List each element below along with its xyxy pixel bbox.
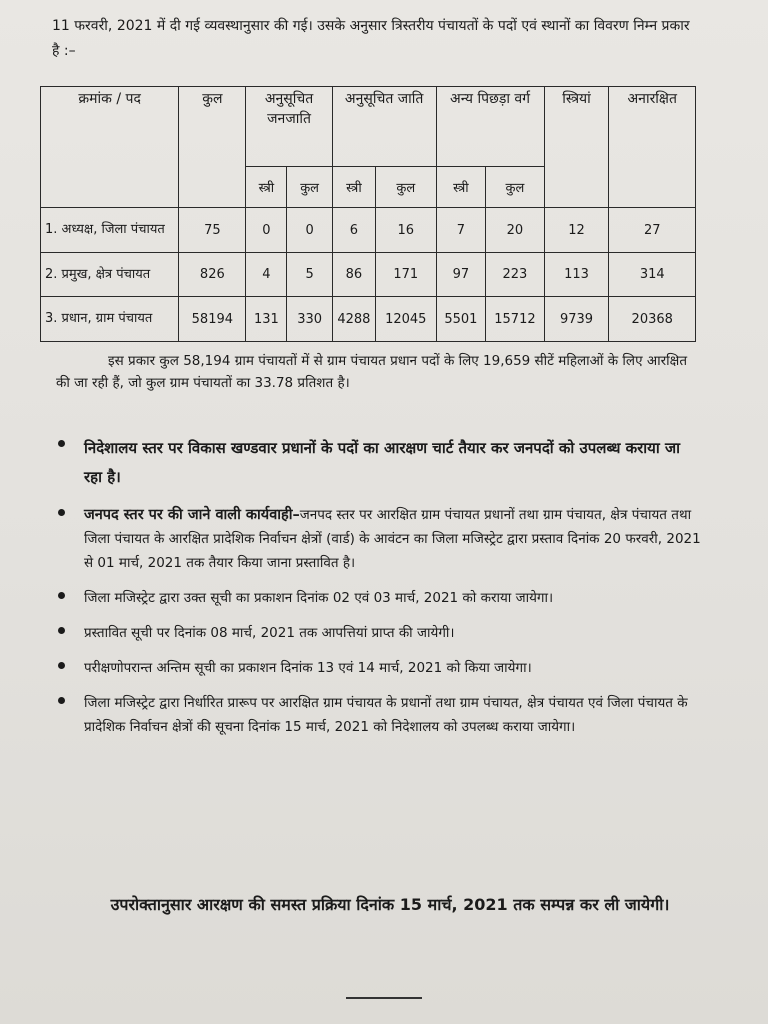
- subheader-obc-total: कुल: [486, 167, 544, 208]
- cell-sc-female: 4288: [332, 297, 375, 342]
- bullet-text: प्रस्तावित सूची पर दिनांक 08 मार्च, 2021 तक आपत्तियां प्राप्त की जायेगी।: [84, 625, 455, 641]
- header-total: कुल: [179, 87, 246, 208]
- bullet-icon: [58, 627, 65, 634]
- cell-st-female: 131: [246, 297, 287, 342]
- closing-statement: उपरोक्तानुसार आरक्षण की समस्त प्रक्रिया दिनांक 15 मार्च, 2021 तक सम्पन्न कर ली जायेगी।: [110, 895, 670, 914]
- subheader-sc-total: कुल: [376, 167, 437, 208]
- subheader-st-total: कुल: [287, 167, 332, 208]
- cell-total: 75: [179, 208, 246, 253]
- cell-obc-total: 20: [486, 208, 544, 253]
- cell-women: 9739: [544, 297, 609, 342]
- cell-unreserved: 20368: [609, 297, 696, 342]
- list-item: [54, 586, 702, 610]
- header-sc: अनुसूचित जाति: [332, 87, 436, 167]
- header-post: क्रमांक / पद: [41, 87, 179, 208]
- list-item: [54, 434, 702, 492]
- bullet-icon: [58, 592, 65, 599]
- end-rule: [346, 997, 422, 999]
- cell-obc-female: 7: [436, 208, 486, 253]
- header-st: अनुसूचित जनजाति: [246, 87, 332, 167]
- cell-women: 12: [544, 208, 609, 253]
- cell-obc-total: 15712: [486, 297, 544, 342]
- summary-paragraph: इस प्रकार कुल 58,194 ग्राम पंचायतों में से ग्राम पंचायत प्रधान पदों के लिए 19,659 सीटें महिलाओं के लिए आरक्षित की जा रही हैं, जो कुल ग्राम पंचायतों का 33.78 प्रतिशत है।: [56, 353, 688, 391]
- table-header-row: [41, 87, 696, 167]
- subheader-sc-female: स्त्री: [332, 167, 375, 208]
- list-item: [54, 621, 702, 645]
- cell-sc-total: 171: [376, 252, 437, 297]
- bullet-icon: [58, 509, 65, 516]
- cell-st-female: 4: [246, 252, 287, 297]
- cell-unreserved: 27: [609, 208, 696, 253]
- cell-obc-female: 97: [436, 252, 486, 297]
- bullet-icon: [58, 440, 65, 447]
- cell-unreserved: 314: [609, 252, 696, 297]
- list-item: [54, 503, 702, 575]
- bullet-icon: [58, 697, 65, 704]
- table-row: [41, 297, 696, 342]
- cell-st-female: 0: [246, 208, 287, 253]
- cell-sc-total: 16: [376, 208, 437, 253]
- cell-sc-female: 86: [332, 252, 375, 297]
- list-item: [54, 656, 702, 680]
- bullet-list: [54, 434, 702, 750]
- header-unreserved: अनारक्षित: [609, 87, 696, 208]
- subheader-st-female: स्त्री: [246, 167, 287, 208]
- bullet-text: निदेशालय स्तर पर विकास खण्डवार प्रधानों के पदों का आरक्षण चार्ट तैयार कर जनपदों को उपलब्ध कराया जा रहा है।: [84, 439, 680, 486]
- bullet-icon: [58, 662, 65, 669]
- bullet-text: जिला मजिस्ट्रेट द्वारा निर्धारित प्रारूप पर आरक्षित ग्राम पंचायत के प्रधानों तथा ग्राम पंचायत, क्षेत्र पंचायत एवं जिला पंचायत के प्रादेशिक निर्वाचन क्षेत्रों की सूचना दिनांक 15 मार्च, 2021 को निदेशालय को उपलब्ध कराया जायेगा।: [84, 695, 688, 735]
- cell-obc-total: 223: [486, 252, 544, 297]
- bullet-heading: जनपद स्तर पर की जाने वाली कार्यवाही–: [84, 507, 300, 523]
- cell-sc-female: 6: [332, 208, 375, 253]
- row-post: 1. अध्यक्ष, जिला पंचायत: [41, 208, 179, 253]
- intro-paragraph: 11 फरवरी, 2021 में दी गई व्यवस्थानुसार की गई। उसके अनुसार त्रिस्तरीय पंचायतों के पदों एवं स्थानों का विवरण निम्न प्रकार है :–: [52, 18, 690, 59]
- row-post: 2. प्रमुख, क्षेत्र पंचायत: [41, 252, 179, 297]
- cell-total: 58194: [179, 297, 246, 342]
- cell-sc-total: 12045: [376, 297, 437, 342]
- cell-obc-female: 5501: [436, 297, 486, 342]
- cell-st-total: 330: [287, 297, 332, 342]
- reservation-table: [40, 86, 696, 342]
- row-post: 3. प्रधान, ग्राम पंचायत: [41, 297, 179, 342]
- table-row: [41, 208, 696, 253]
- cell-total: 826: [179, 252, 246, 297]
- table-row: [41, 252, 696, 297]
- cell-st-total: 0: [287, 208, 332, 253]
- bullet-text: जिला मजिस्ट्रेट द्वारा उक्त सूची का प्रकाशन दिनांक 02 एवं 03 मार्च, 2021 को कराया जायेगा।: [84, 590, 554, 606]
- header-obc: अन्य पिछड़ा वर्ग: [436, 87, 544, 167]
- subheader-obc-female: स्त्री: [436, 167, 486, 208]
- cell-st-total: 5: [287, 252, 332, 297]
- header-women: स्त्रियां: [544, 87, 609, 208]
- list-item: [54, 691, 702, 739]
- bullet-text: जनपद स्तर पर आरक्षित ग्राम पंचायत प्रधानों तथा ग्राम पंचायत, क्षेत्र पंचायत तथा जिला पंचायत के आरक्षित प्रादेशिक निर्वाचन क्षेत्रों (वार्ड) के आवंटन का जिला मजिस्ट्रेट द्वारा प्रस्ताव दिनांक 20 फरवरी, 2021 से 01 मार्च, 2021 तक तैयार किया जाना प्रस्तावित है।: [84, 507, 701, 571]
- cell-women: 113: [544, 252, 609, 297]
- bullet-text: परीक्षणोपरान्त अन्तिम सूची का प्रकाशन दिनांक 13 एवं 14 मार्च, 2021 को किया जायेगा।: [84, 660, 532, 676]
